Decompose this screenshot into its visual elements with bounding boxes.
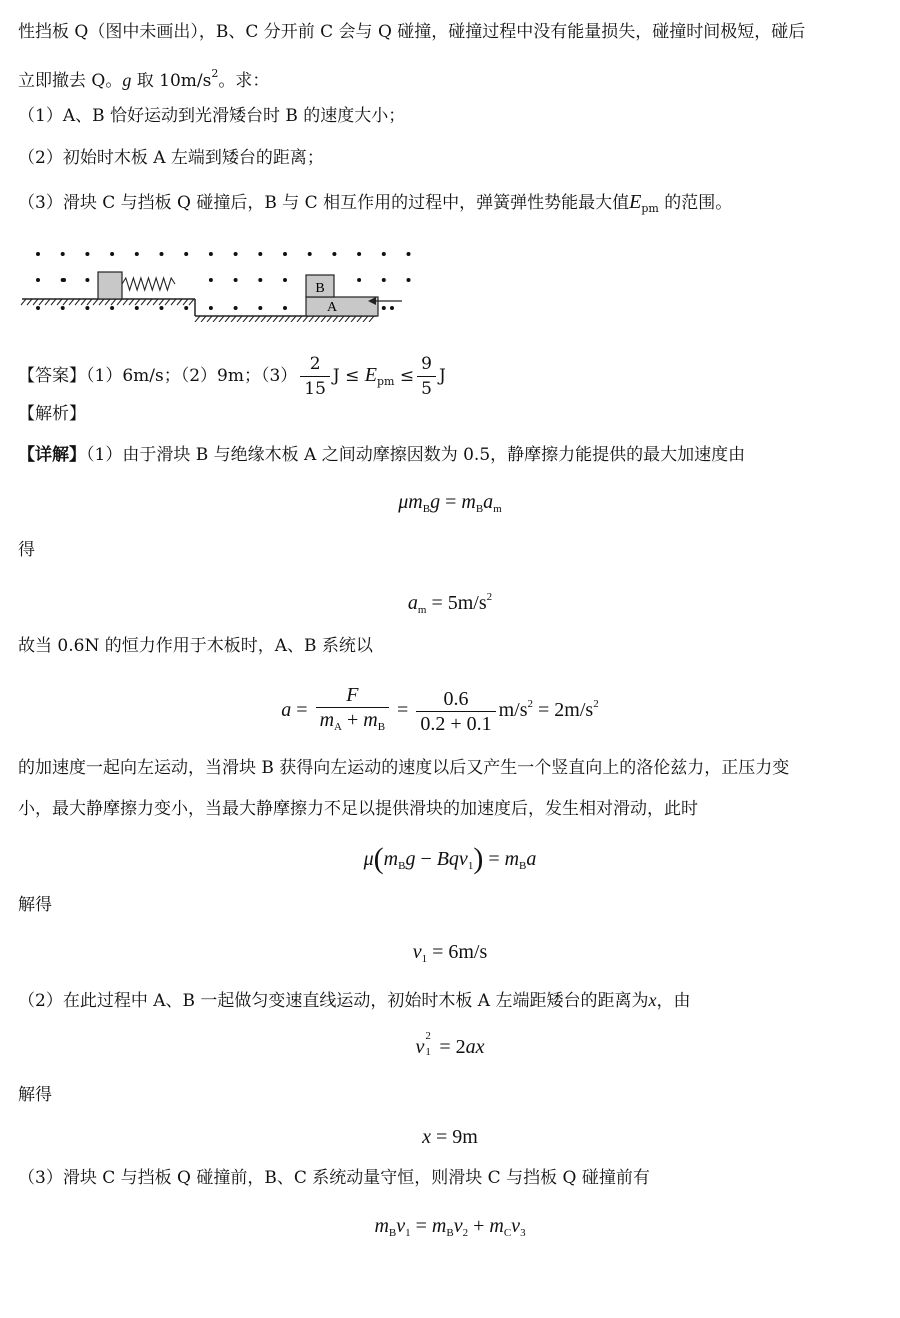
field-dot bbox=[283, 306, 287, 310]
rhs: = 2 bbox=[434, 1036, 466, 1058]
equation-4 bbox=[0, 842, 900, 883]
velocity: v bbox=[511, 1215, 521, 1237]
subscript: 1 bbox=[425, 1046, 431, 1058]
hatch-line bbox=[219, 316, 224, 322]
ax-term: ax bbox=[465, 1036, 485, 1058]
field-dot bbox=[85, 278, 89, 282]
mass: m bbox=[461, 491, 476, 513]
hatch-line bbox=[123, 299, 128, 305]
field-dot bbox=[62, 278, 66, 282]
answer-text: （1）6m/s；（2）9m；（3） bbox=[86, 366, 298, 386]
subscript: m bbox=[417, 604, 427, 616]
field-dot bbox=[234, 306, 238, 310]
rhs: = 9m bbox=[431, 1126, 478, 1148]
rhs: = 2m/s bbox=[533, 699, 594, 721]
field-dot bbox=[382, 252, 386, 256]
intro-text: 。求： bbox=[218, 71, 270, 91]
subscript: B bbox=[422, 503, 431, 515]
equals: = bbox=[410, 1215, 432, 1237]
hatch-line bbox=[195, 316, 200, 322]
question-text: 的范围。 bbox=[658, 193, 733, 213]
field-dot bbox=[184, 306, 188, 310]
hatch-line bbox=[243, 316, 248, 322]
subscript: m bbox=[493, 503, 502, 515]
spring bbox=[122, 278, 175, 290]
plus: + bbox=[468, 1215, 490, 1237]
field-dot bbox=[85, 252, 89, 256]
field-dot bbox=[407, 278, 411, 282]
field-dot bbox=[283, 278, 287, 282]
mass: m bbox=[383, 848, 399, 870]
field-dot bbox=[184, 252, 188, 256]
rhs: = 6m/s bbox=[427, 941, 488, 963]
answer-line bbox=[18, 350, 446, 407]
field-dot bbox=[61, 306, 65, 310]
hatch-line bbox=[135, 299, 140, 305]
sub-sup bbox=[424, 1030, 434, 1058]
detail-para-3: 的加速度一起向左运动，当滑块 B 获得向左运动的速度以后又产生一个竖直向上的洛伦兹力，正压力变 bbox=[18, 758, 790, 778]
question-text: （3）滑块 C 与挡板 Q 碰撞后，B 与 C 相互作用的过程中，弹簧弹性势能最大值 bbox=[18, 193, 630, 213]
detail-para-4: 小，最大静摩擦力变小，当最大静摩擦力不足以提供滑块的加速度后，发生相对滑动，此时 bbox=[18, 799, 698, 819]
hatch-line bbox=[99, 299, 104, 305]
mass: m bbox=[408, 491, 423, 513]
hatch-line bbox=[153, 299, 158, 305]
detail-text: （1）由于滑块 B 与绝缘木板 A 之间动摩擦因数为 0.5，静摩擦力能提供的最大加速度由 bbox=[86, 445, 746, 465]
gravity: g bbox=[430, 491, 441, 513]
detail-text: （2）在此过程中 A、B 一起做匀变速直线运动，初始时木板 A 左端距矮台的距离为 bbox=[18, 991, 649, 1011]
ground-hatching bbox=[195, 316, 374, 322]
accel: a bbox=[483, 491, 494, 513]
gravity: g bbox=[405, 848, 416, 870]
field-dot bbox=[36, 306, 40, 310]
field-dot bbox=[234, 278, 238, 282]
energy-symbol: E bbox=[364, 364, 378, 386]
hatch-line bbox=[351, 316, 356, 322]
hatch-line bbox=[345, 316, 350, 322]
field-dot bbox=[209, 252, 213, 256]
field-dot bbox=[357, 252, 361, 256]
field-dot bbox=[209, 306, 213, 310]
superscript: 2 bbox=[486, 591, 493, 603]
hatch-line bbox=[39, 299, 44, 305]
equation-6 bbox=[0, 1030, 900, 1061]
numerator: 0.6 bbox=[416, 687, 495, 712]
hatch-line bbox=[63, 299, 68, 305]
hatch-line bbox=[231, 316, 236, 322]
numerator: 9 bbox=[417, 352, 436, 377]
energy-symbol: E bbox=[629, 191, 642, 213]
hatch-line bbox=[273, 316, 278, 322]
intro-line-1: 性挡板 Q（图中未画出），B、C 分开前 C 会与 Q 碰撞，碰撞过程中没有能量损失，碰撞时间极短，碰后 bbox=[18, 22, 806, 42]
detail-head: 【详解】 bbox=[18, 445, 86, 465]
field-dot bbox=[160, 306, 164, 310]
label-a: A bbox=[326, 300, 338, 315]
field-dot bbox=[382, 278, 386, 282]
denominator: 0.2 + 0.1 bbox=[420, 712, 492, 735]
denominator: 15 bbox=[304, 379, 326, 399]
subscript: B bbox=[475, 503, 484, 515]
hatch-line bbox=[309, 316, 314, 322]
hatch-line bbox=[363, 316, 368, 322]
fraction-force bbox=[316, 683, 389, 739]
field-dot bbox=[110, 252, 114, 256]
hatch-line bbox=[333, 316, 338, 322]
equals: = bbox=[291, 699, 313, 721]
hatch-line bbox=[267, 316, 272, 322]
velocity: v bbox=[396, 1215, 406, 1237]
hatch-line bbox=[51, 299, 56, 305]
hatch-line bbox=[159, 299, 164, 305]
field-dot bbox=[390, 306, 394, 310]
hatch-line bbox=[129, 299, 134, 305]
hatch-line bbox=[111, 299, 116, 305]
mass: m bbox=[374, 1215, 389, 1237]
field-dot bbox=[85, 306, 89, 310]
text-jiede-1: 解得 bbox=[18, 895, 52, 915]
hatch-line bbox=[315, 316, 320, 322]
superscript: 2 bbox=[593, 698, 599, 710]
mu: μ bbox=[398, 491, 409, 513]
field-dot bbox=[135, 306, 139, 310]
distance: x bbox=[422, 1126, 432, 1148]
hatch-line bbox=[171, 299, 176, 305]
subscript: 1 bbox=[421, 953, 428, 965]
field-dot bbox=[308, 252, 312, 256]
equals: = bbox=[392, 699, 414, 721]
hatch-line bbox=[237, 316, 242, 322]
equation-7 bbox=[0, 1123, 900, 1151]
question-1: （1）A、B 恰好运动到光滑矮台时 B 的速度大小； bbox=[18, 106, 406, 126]
physics-diagram bbox=[20, 240, 415, 322]
hatch-line bbox=[141, 299, 146, 305]
minus: − bbox=[415, 848, 437, 870]
field-dot bbox=[283, 252, 287, 256]
hatch-line bbox=[369, 316, 374, 322]
field-dot bbox=[110, 306, 114, 310]
field-dot bbox=[234, 252, 238, 256]
subscript: B bbox=[446, 1227, 454, 1239]
hatch-line bbox=[87, 299, 92, 305]
hatch-line bbox=[177, 299, 182, 305]
hatch-line bbox=[165, 299, 170, 305]
subscript: 3 bbox=[520, 1227, 526, 1239]
hatch-line bbox=[261, 316, 266, 322]
hatch-line bbox=[213, 316, 218, 322]
hatch-line bbox=[339, 316, 344, 322]
hatch-line bbox=[93, 299, 98, 305]
field-dot bbox=[258, 252, 262, 256]
unit: m/s bbox=[498, 699, 528, 721]
hatch-line bbox=[27, 299, 32, 305]
field-dot bbox=[258, 278, 262, 282]
fraction-values bbox=[416, 687, 495, 736]
answer-head: 【答案】 bbox=[18, 366, 86, 386]
hatch-line bbox=[183, 299, 188, 305]
velocity: v bbox=[415, 1036, 425, 1058]
field-dot bbox=[357, 278, 361, 282]
hatch-line bbox=[249, 316, 254, 322]
board-a bbox=[306, 297, 378, 316]
hatch-line bbox=[117, 299, 122, 305]
field-dot bbox=[135, 252, 139, 256]
hatch-line bbox=[57, 299, 62, 305]
detail-para-6: （3）滑块 C 与挡板 Q 碰撞前，B、C 系统动量守恒，则滑块 C 与挡板 Q 碰撞前有 bbox=[18, 1168, 650, 1188]
hatch-line bbox=[279, 316, 284, 322]
hatch-line bbox=[303, 316, 308, 322]
subscript: B bbox=[519, 860, 527, 872]
field-dot bbox=[36, 252, 40, 256]
field-dot bbox=[61, 252, 65, 256]
subscript: 1 bbox=[467, 860, 474, 872]
superscript: 2 bbox=[527, 698, 534, 710]
subscript: 2 bbox=[462, 1227, 469, 1239]
intro-line-2 bbox=[18, 62, 269, 93]
hatch-line bbox=[75, 299, 80, 305]
block-c bbox=[98, 272, 122, 299]
subscript: C bbox=[503, 1227, 512, 1239]
hatch-line bbox=[297, 316, 302, 322]
paren-left: ( bbox=[373, 842, 384, 875]
equation-2 bbox=[0, 583, 900, 624]
mass: m bbox=[319, 709, 335, 732]
subscript: A bbox=[334, 721, 342, 734]
label-b: B bbox=[315, 281, 325, 296]
field-dot bbox=[160, 252, 164, 256]
intro-text: 取 10m/s bbox=[131, 71, 212, 91]
hatch-line bbox=[225, 316, 230, 322]
mass: m bbox=[431, 1215, 447, 1237]
equation-1 bbox=[0, 488, 900, 523]
text-jiede-2: 解得 bbox=[18, 1085, 52, 1105]
hatch-line bbox=[327, 316, 332, 322]
accel: a bbox=[281, 699, 292, 721]
hatch-line bbox=[285, 316, 290, 322]
hatch-line bbox=[201, 316, 206, 322]
question-3 bbox=[18, 190, 732, 221]
field-dot bbox=[407, 252, 411, 256]
lorentz-term: Bqv bbox=[436, 848, 468, 870]
mu: μ bbox=[363, 848, 374, 870]
equation-5 bbox=[0, 938, 900, 973]
question-2: （2）初始时木板 A 左端到矮台的距离； bbox=[18, 148, 324, 168]
hatch-line bbox=[321, 316, 326, 322]
fraction-2-15 bbox=[300, 352, 330, 401]
paren-right: ) bbox=[473, 842, 484, 875]
hatch-line bbox=[105, 299, 110, 305]
equals: = bbox=[483, 848, 505, 870]
fraction-9-5 bbox=[417, 352, 436, 401]
hatch-line bbox=[21, 299, 26, 305]
hatch-line bbox=[45, 299, 50, 305]
detail-para-5 bbox=[18, 988, 690, 1013]
detail-para-1 bbox=[18, 443, 745, 467]
subscript: B bbox=[398, 860, 406, 872]
subscript: 1 bbox=[405, 1227, 411, 1239]
numerator: 2 bbox=[300, 352, 330, 377]
answer-unit: J bbox=[438, 366, 446, 386]
hatch-line bbox=[33, 299, 38, 305]
answer-unit: J ≤ bbox=[332, 366, 365, 386]
plus: + bbox=[341, 709, 364, 732]
subscript: pm bbox=[377, 375, 395, 388]
denominator bbox=[316, 708, 389, 739]
detail-para-2: 故当 0.6N 的恒力作用于木板时，A、B 系统以 bbox=[18, 636, 373, 656]
distance-symbol: x bbox=[648, 990, 657, 1010]
answer-ineq: ≤ bbox=[394, 366, 415, 386]
equation-8 bbox=[0, 1212, 900, 1247]
velocity: v bbox=[412, 941, 422, 963]
hatch-line bbox=[357, 316, 362, 322]
hatch-line bbox=[207, 316, 212, 322]
subscript: pm bbox=[641, 202, 659, 215]
hatch-line bbox=[291, 316, 296, 322]
field-dot bbox=[382, 306, 386, 310]
denominator: 5 bbox=[421, 379, 432, 399]
superscript: 2 bbox=[211, 67, 219, 80]
superscript: 2 bbox=[425, 1030, 431, 1042]
numerator: F bbox=[316, 683, 389, 708]
equals: = bbox=[440, 491, 462, 513]
analysis-heading: 【解析】 bbox=[18, 404, 86, 424]
text-de: 得 bbox=[18, 540, 35, 560]
detail-text: ，由 bbox=[656, 991, 691, 1011]
hatch-line bbox=[147, 299, 152, 305]
subscript: B bbox=[377, 721, 386, 734]
field-dot bbox=[36, 278, 40, 282]
hatch-line bbox=[69, 299, 74, 305]
gravity-symbol: g bbox=[122, 70, 132, 90]
field-dot bbox=[209, 278, 213, 282]
accel: a bbox=[407, 592, 418, 614]
hatch-line bbox=[81, 299, 86, 305]
mass: m bbox=[489, 1215, 504, 1237]
mass: m bbox=[504, 848, 520, 870]
rhs: = 5m/s bbox=[426, 592, 487, 614]
intro-text: 立即撤去 Q。 bbox=[18, 71, 123, 91]
velocity: v bbox=[453, 1215, 463, 1237]
mass: m bbox=[363, 709, 378, 732]
hatch-line bbox=[255, 316, 260, 322]
field-dot bbox=[258, 306, 262, 310]
platform-hatching bbox=[21, 299, 194, 305]
accel: a bbox=[526, 848, 537, 870]
subscript: B bbox=[388, 1227, 397, 1239]
hatch-line bbox=[189, 299, 194, 305]
field-dot bbox=[332, 252, 336, 256]
equation-3 bbox=[0, 676, 890, 739]
